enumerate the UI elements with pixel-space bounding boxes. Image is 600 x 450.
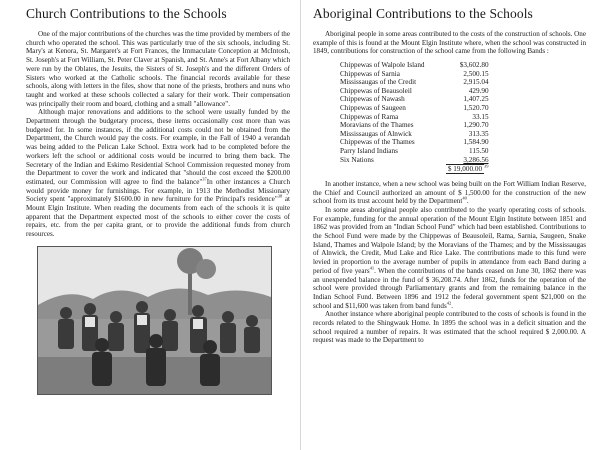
band-amount: 1,520.70 — [463, 104, 489, 113]
right-paragraph-3-text: In some areas aboriginal people also contributed to the yearly operating costs of schools. For example, funding for the annual operation of the Mount Elgin Institute between 1851 and 1862 was provided from an "Indian School Fund" which had been established. Contributions to the School Fund were made by the Chippewas of Beausoleil, Rama, Sarnia, Saugeen, Snake Island, Thames and Walpole Island; by the Moravians of the Thames; and by the Mississaugas of Alnwick, the Credit, Mud Lake and Rice Lake. The contributions made to this fund were levied in proportion to the average number of pupils in attendance from each Band during a period of five years — [313, 205, 586, 275]
band-name: Chippewas of the Thames — [340, 138, 415, 147]
band-name: Chippewas of Sarnia — [340, 69, 400, 78]
band-name: Six Nations — [340, 155, 374, 164]
band-total-label — [340, 164, 425, 174]
right-paragraph-2-text: In another instance, when a new school was being built on the Fort William Indian Reserve, the Chief and Council authorized an amount of $ 1,500.00 for the construction of the new school from its trust account held by the Department — [313, 179, 586, 206]
band-row — [340, 104, 489, 113]
footnote-38: 38 — [277, 194, 283, 199]
footnote-41: 41 — [369, 265, 375, 271]
left-paragraph-2-end: at Mount Elgin Institute. When reading the documents from each of the schools it is quite apparent that the Department expected most of the schools to either cover the costs of repairs, etc. from the per capita grant, or to provide the additional funds from church resources. — [26, 195, 290, 239]
band-total-amount: $ 19,000.00 — [447, 165, 483, 174]
photo-illustration — [38, 247, 271, 394]
band-name: Chippewas of Saugeen — [340, 104, 406, 113]
band-name: Moravians of the Thames — [340, 121, 414, 130]
band-name: Mississaugas of Alnwick — [340, 129, 412, 138]
band-amount: $3,602.80 — [459, 61, 489, 70]
right-intro-paragraph: Aboriginal people in some areas contributed to the costs of the construction of schools. One example of this is found at the Mount Elgin Institute where, when the school was constructed in 1849, contributions for construction of the school came from the following Bands : — [313, 30, 586, 56]
band-name: Chippewas of Walpole Island — [340, 61, 425, 70]
left-paragraph-2-text: Although major renovations and additions to the school were usually funded by the Department through the budgetary process, these items occasionally cost more than was budgeted for. In some instances, if the additional costs could not be obtained from the Department, the Church would pay the costs. For example, in the Fall of 1940 a verandah was being added to the Pelican Lake School. Extra work had to be completed before the workers left the school or additional costs would be incurred to bring them back. The Secretary of the Indian and Eskimo Residential School Commission requested money from the Department to cover the work and indicated that "should the cost exceed the $200.00 estimated, our Commission will agree to find the balance" — [26, 108, 290, 186]
band-row — [340, 70, 489, 79]
right-page-title: Aboriginal Contributions to the Schools — [313, 6, 533, 21]
footnote-39: 39 — [484, 163, 489, 169]
band-row — [340, 78, 489, 87]
right-paragraph-3: In some areas aboriginal people also contributed to the yearly operating costs of schools. For example, funding for the annual operation of the Mount Elgin Institute between 1851 and 1862 was provided from an "Indian School Fund" which had been established. Contributions to the School Fund were made by the Chippewas of Beausoleil, Rama, Sarnia, Saugeen, Snake Island, Thames and Walpole Island; by the Moravians of the Thames; and by the Mississaugas of Alnwick, the Credit, Mud Lake and Rice Lake. The contributions made to this fund were levied in proportion to the average number of pupils in attendance from each Band during a period of five years$^{41}$. When the contributions of the bands ceased on June 30, 1862 there was an unexpended balance in the fund of $ 36,208.74. After 1862, funds for the operation of the school were provided through Parliamentary grants and from the remaining balance in the Indian School Fund. Between 1896 and 1912 the federal government spent $21,000 on the school and $11,600 was taken from band funds$^{42}$. — [313, 205, 586, 310]
band-row — [340, 121, 489, 130]
band-rows — [340, 61, 489, 164]
band-amount: 115.50 — [469, 147, 489, 156]
band-row — [340, 138, 489, 147]
band-total-cell — [425, 164, 489, 174]
right-page — [300, 0, 600, 450]
left-paragraph-2 — [26, 108, 290, 239]
left-paragraph-1: One of the major contributions of the churches was the time provided by members of the church who operated the school. This was particularly true of the six schools, including St. Mary's at Kenora, St. Margaret's at Fort Frances, the Immaculate Conception at McIntosh, St. Joseph's at Fort William, St. Peter Claver at Spanish, and St. Anne's at Fort Albany which were run by the Oblates, the Jesuits, the Sisters of St. Joseph's and the different Orders of Sisters who worked at the Catholic schools. The financial records available for these schools, along with letters in the files, show that none of the priests, brothers and nuns who taught and worked at these schools collected a salary for their work. Their compensation was principally their room and board, clothing and a small "allowance". — [26, 30, 290, 108]
band-amount: 429.90 — [468, 86, 489, 95]
band-row — [340, 147, 489, 156]
band-row — [340, 156, 489, 165]
band-name: Parry Island Indians — [340, 147, 398, 156]
right-paragraph-2: In another instance, when a new school was being built on the Fort William Indian Reserve, the Chief and Council authorized an amount of $ 1,500.00 for the construction of the new school from its trust account held by the Department$^{40}$. — [313, 179, 586, 206]
band-total-row — [340, 164, 489, 174]
band-amount: 1,407.25 — [463, 95, 489, 104]
band-amount: 2,500.15 — [463, 69, 489, 78]
band-name: Mississaugas of the Credit — [340, 78, 417, 87]
band-row — [340, 130, 489, 139]
band-row — [340, 61, 489, 70]
band-name: Chippewas of Rama — [340, 112, 399, 121]
left-page-title: Church Contributions to the Schools — [26, 6, 227, 21]
right-paragraph-4: Another instance where aboriginal people contributed to the costs of schools is found in the records related to the Shingwauk Home. In 1895 the school was in a deficit situation and the school required a number of repairs. It was estimated that the school required $ 2,000.00. A request was made to the Department to — [313, 310, 586, 345]
footnote-40: 40 — [462, 195, 467, 201]
band-row — [340, 87, 489, 96]
band-amount: 1,290.70 — [463, 121, 489, 130]
band-amount: 1,584.90 — [463, 138, 489, 147]
right-paragraph-3-cont: . When the contributions of the bands ceased on June 30, 1862 there was an unexpended balance in the fund of $ 36,208.74. After 1862, funds for the operation of the school were provided through Parliamentary grants and from the remaining balance in the Indian School Fund. Between 1896 and 1912 the federal government spent $21,000 on the school and $11,600 was taken from band funds — [313, 266, 586, 310]
left-paragraph-2-cont: In other instances a Church would provide money for furnishings. For example, in 1913 the Methodist Missionary Society spent "approximately $1600.00 in new furniture for the Principal's residence" — [26, 177, 290, 204]
band-row — [340, 95, 489, 104]
band-name: Chippewas of Nawash — [340, 95, 405, 104]
band-amount: 2,915.04 — [463, 78, 489, 87]
band-amount: 33.15 — [472, 112, 489, 121]
band-amount: 313.35 — [468, 129, 489, 138]
band-name: Chippewas of Beausoleil — [340, 86, 412, 95]
historical-group-photo — [37, 246, 272, 395]
footnote-37: 37 — [202, 176, 207, 182]
band-row — [340, 113, 489, 122]
band-amount: 3,286.56 — [463, 155, 489, 164]
band-contributions-table — [340, 61, 489, 174]
footnote-42: 42 — [446, 300, 452, 306]
